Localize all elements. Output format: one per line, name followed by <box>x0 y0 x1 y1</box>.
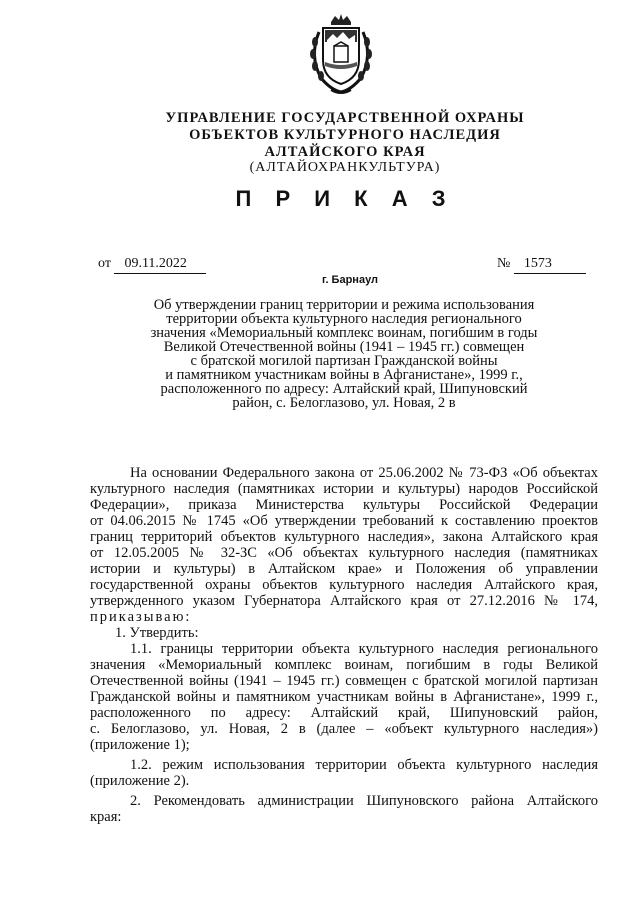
body-line: культурного наследия (памятниках истории и культуры) народов Российской <box>90 481 598 497</box>
subject-line: район, с. Белоглазово, ул. Новая, 2 в <box>232 395 456 411</box>
order-subject <box>132 298 556 410</box>
body-line: На основании Федерального закона от 25.06.2002 № 73-ФЗ «Об объектах <box>130 465 598 481</box>
altai-krai-coat-of-arms-icon <box>301 12 381 98</box>
item-1: 1. Утвердить: <box>115 625 199 641</box>
number-value: 1573 <box>514 256 586 274</box>
subject-line: значения «Мемориальный комплекс воинам, погибшим в годы <box>150 325 538 341</box>
item-1-2-line: (приложение 2). <box>90 773 190 789</box>
item-2-line: 2. Рекомендовать администрации Шипуновского района Алтайского <box>130 793 598 809</box>
item-1-2-line: 1.2. режим использования территории объекта культурного наследия <box>130 757 598 773</box>
item-1-1-line: Гражданской войны и памятником участникам войны в Афганистане», 1999 г., <box>90 689 598 705</box>
item-1-1-line: Отечественной войны (1941 – 1945 гг.) совмещен с братской могилой партизан <box>90 673 598 689</box>
subject-line: Об утверждении границ территории и режима использования <box>153 297 535 313</box>
subject-line: и памятником участникам войны в Афганистане», 1999 г., <box>165 367 523 383</box>
order-body <box>90 465 598 825</box>
subject-line: с братской могилой партизан Гражданской войны <box>190 353 498 369</box>
subject-line: расположенного по адресу: Алтайский край, Шипуновский <box>160 381 528 397</box>
org-short-name: (АЛТАЙОХРАНКУЛЬТУРА) <box>249 160 441 175</box>
item-2-line: края: <box>90 809 122 825</box>
org-name-line-3: АЛТАЙСКОГО КРАЯ <box>264 144 426 160</box>
order-date <box>98 256 206 274</box>
body-line: истории и культуры) в Алтайском крае» и Положения об управлении <box>90 561 598 577</box>
body-line: от 12.05.2005 № 32-ЗС «Об объектах культурного наследия (памятниках <box>90 545 598 561</box>
body-line: государственной охраны объектов культурного наследия Алтайского края, <box>90 577 598 593</box>
body-line: от 04.06.2015 № 1745 «Об утверждении требований к составлению проектов <box>90 513 598 529</box>
order-number <box>497 256 586 274</box>
item-1-1-line: с. Белоглазово, ул. Новая, 2 в (далее – «объект культурного наследия») <box>90 721 598 737</box>
city-label: г. Барнаул <box>321 274 379 286</box>
body-line: утвержденного указом Губернатора Алтайского края от 27.12.2016 № 174, <box>90 593 598 609</box>
org-name-line-1: УПРАВЛЕНИЕ ГОСУДАРСТВЕННОЙ ОХРАНЫ <box>165 110 525 126</box>
number-prefix: № <box>497 256 511 271</box>
org-name-line-2: ОБЪЕКТОВ КУЛЬТУРНОГО НАСЛЕДИЯ <box>189 127 501 143</box>
subject-line: Великой Отечественной войны (1941 – 1945 гг.) совмещен <box>163 339 525 355</box>
item-1-1-line: 1.1. границы территории объекта культурного наследия регионального <box>130 641 598 657</box>
body-line: Федерации», приказа Министерства культуры Российской Федерации <box>90 497 598 513</box>
item-1-1-line: расположенного по адресу: Алтайский край, Шипуновский район, <box>90 705 598 721</box>
document-type-title: П Р И К А З <box>235 186 455 211</box>
item-1-1-line: значения «Мемориальный комплекс воинам, погибшим в годы Великой <box>90 657 598 673</box>
body-line: границ территорий объектов культурного наследия», закона Алтайского края <box>90 529 598 545</box>
subject-line: территории объекта культурного наследия регионального <box>166 311 522 327</box>
item-1-1-line: (приложение 1); <box>90 737 190 753</box>
order-word: приказываю: <box>90 609 192 625</box>
date-value: 09.11.2022 <box>114 256 206 274</box>
date-prefix: от <box>98 256 111 271</box>
